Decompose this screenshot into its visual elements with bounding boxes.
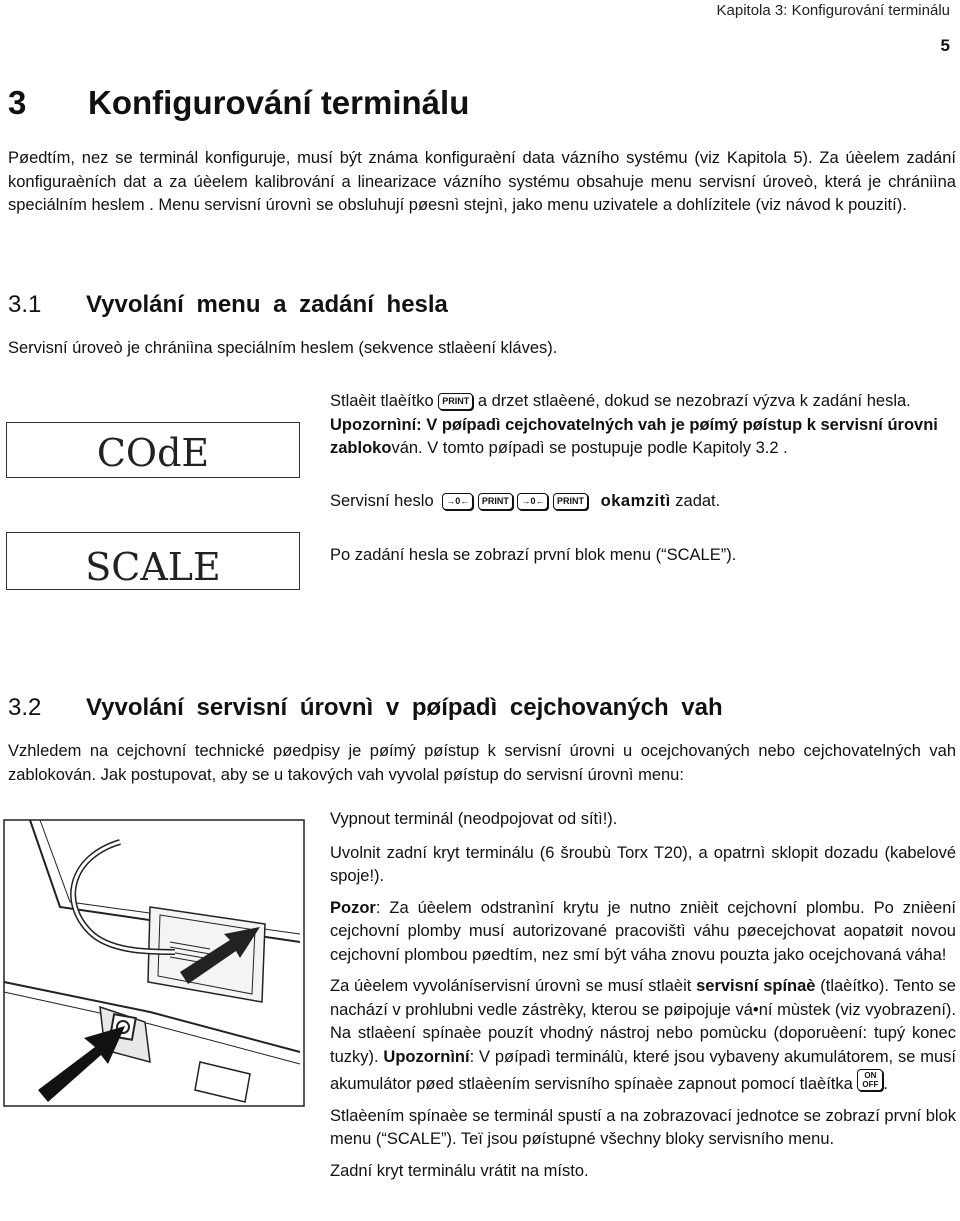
step-1: Vypnout terminál (neodpojovat od sítì!). [330,810,618,828]
warning-rest: ván. V tomto pøípadì se postupuje podle Kapitoly 3.2 . [391,439,788,457]
step-4-c: (tlaèítko). Tento se nachází v prohlubni vedle zástrèky, kterou se pøipojuje vá•ní mùstek (viz vyobrazení). Na stlaèení spínaèe pouzít vhodný nástroj nebo pomùcku (doporuèení: tupý konec tuzky). [330,977,956,1066]
section-32-heading [8,694,723,722]
press-pre: Stlaèit tlaèítko [330,392,434,410]
warning-bold: Upozornìní: V pøípadì cejchovatelných vah je pøímý pøístup k servisní úrovni zabloko [330,415,938,457]
step-5: Stlaèením spínaèe se terminál spustí a na zobrazovací jednotce se zobrazí první blok menu (“SCALE”). Teï jsou pøístupné všechny bloky servisního menu. [330,1106,956,1148]
section-32-title: Vyvolání servisní úrovnì v pøípadì cejchovaných vah [86,694,723,721]
section-32-steps [330,808,956,1183]
zero-key-icon: →0← [442,493,473,510]
step-3 [330,897,956,968]
zero-key-icon: →0← [517,493,548,510]
password-end: zadat. [675,492,721,510]
step-4-e: : V pøípadì terminálù, které jsou vybaveny akumulátorem, se musí akumulátor pøed stlaèením servisního spínaèe zapnout pomocí tlaèítka [330,1047,956,1093]
page-number: 5 [940,36,950,55]
step-4 [330,975,956,1097]
section-31-heading [8,291,448,319]
warning-text [330,414,956,461]
section-3-heading [8,84,469,122]
section-3-number: 3 [8,84,27,121]
after-password-text: Po zadání hesla se zobrazí první blok menu (“SCALE”). [330,546,737,564]
step-4-a: Za úèelem vyvoláníservisní úrovnì se musí stlaèit [330,977,692,995]
code-instructions [330,390,956,461]
press-post: a drzet stlaèené, dokud se nezobrazí výzva k zadání hesla. [477,392,911,410]
display-code: COdE [6,422,300,478]
on-label: ON [864,1071,877,1080]
step-2: Uvolnit zadní kryt terminálu (6 šroubù Torx T20), a opatrnì sklopit dozadu (kabelové spoje!). [330,843,956,885]
password-bold: okamzitì [600,492,671,510]
print-key-icon: PRINT [438,393,473,410]
password-line [330,490,956,514]
step-3-bold: Pozor [330,898,376,917]
step-4-f: . [883,1075,888,1093]
chapter-header: Kapitola 3: Konfigurování terminálu [716,2,950,19]
section-31-intro: Servisní úroveò je chrániìna speciálním heslem (sekvence stlaèení kláves). [8,339,558,357]
section-32-intro: Vzhledem na cejchovní technické pøedpisy je pøímý pøístup k servisní úrovni u ocejchovaných nebo cejchovatelných vah zablokován. Jak postupovat, aby se u takových vah vyvolal pøístup do servisní úrovnì menu: [8,742,956,784]
on-off-key-icon [857,1069,883,1091]
section-3-intro: Pøedtím, nez se terminál konfiguruje, musí být známa konfiguraèní data vázního systému (viz Kapitola 5). Za úèelem zadání konfiguraèních dat a za úèelem kalibrování a linearizace vázního systému obsahuje menu servisní úroveò, která je chrániìna speciálním heslem . Menu servisní úrovnì se obsluhují pøesnì stejnì, jako menu uzivatele a dohlízitele (viz návod k pouzití). [8,149,956,214]
step-4-d: Upozornìní [383,1047,470,1066]
section-31-number: 3.1 [8,291,42,318]
section-3-title: Konfigurování terminálu [88,84,470,121]
print-key-icon: PRINT [553,493,588,510]
step-3-rest: : Za úèelem odstranìní krytu je nutno znièit cejchovní plombu. Po znièení cejchovní plomby musí autorizované pracovištì váhu pøecejchovat aopatøit novou cejchovní plombou pøedtím, nez smí být váha znovu pouzta jako ocejchovaná váha! [330,898,956,964]
step-4-b: servisní spínaè [696,977,816,995]
section-32-number: 3.2 [8,694,42,721]
display-scale: SCALE [6,532,300,590]
print-key-icon: PRINT [478,493,513,510]
press-instruction [330,390,956,414]
section-31-title: Vyvolání menu a zadání hesla [86,291,448,318]
step-6: Zadní kryt terminálu vrátit na místo. [330,1161,589,1180]
off-label: OFF [862,1080,879,1089]
password-label: Servisní heslo [330,492,434,510]
terminal-back-illustration [0,812,315,1122]
